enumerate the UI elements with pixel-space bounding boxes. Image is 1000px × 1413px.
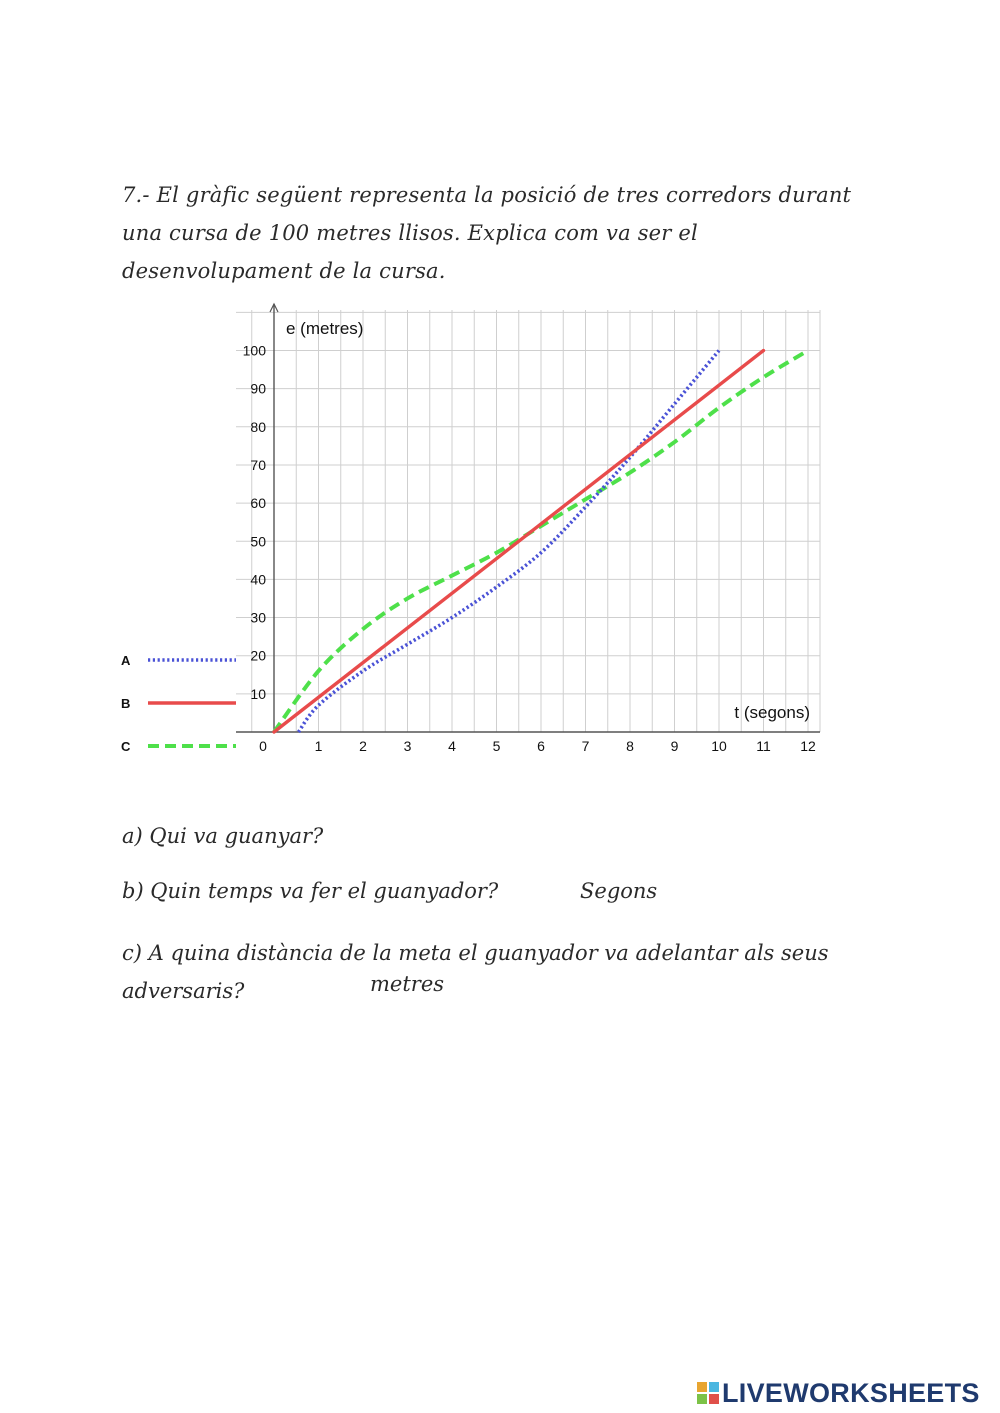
question-a: a) Qui va guanyar? [122,824,324,848]
legend-label-c: C [121,739,131,754]
x-tick-label: 1 [314,738,323,754]
y-tick-label: 20 [250,647,266,664]
x-tick-label: 2 [359,738,367,754]
y-tick-label: 50 [250,533,266,550]
y-axis-title: e (metres) [286,319,364,338]
x-tick-label: 4 [448,738,456,754]
x-tick-label: 11 [756,738,771,754]
legend-label-b: B [121,696,131,711]
question-c: c) A quina distància de la meta el guanyador va adelantar als seus adversaris? [122,941,829,1003]
y-tick-label: 70 [250,456,266,473]
y-tick-label: 60 [250,495,266,512]
x-tick-label: 7 [581,738,590,754]
y-tick-label: 10 [250,685,266,702]
answer-b-unit: Segons [580,879,658,903]
x-tick-label: 9 [670,738,679,754]
x-tick-label: 6 [537,738,545,754]
answer-c-unit: metres [370,972,445,996]
y-tick-label: 100 [242,342,266,359]
question-b: b) Quin temps va fer el guanyador? [122,879,499,903]
x-tick-label: 0 [259,738,267,754]
y-tick-label: 80 [250,418,266,435]
x-tick-label: 12 [800,738,816,754]
x-tick-label: 5 [492,738,501,754]
x-tick-label: 8 [626,738,634,754]
legend-label-a: A [121,653,131,668]
question-text: 7.- El gràfic següent representa la posició de tres corredors durant una cursa de 100 metres llisos. Explica com va ser el desenvolupament de la cursa. [122,183,852,283]
liveworksheets-icon [697,1382,719,1404]
y-tick-label: 30 [250,609,266,626]
brand-name: LIVEWORKSHEETS [722,1377,980,1408]
brand-logo [697,1376,980,1410]
y-tick-label: 90 [250,380,266,397]
x-axis-title: t (segons) [734,703,810,722]
x-tick-label: 10 [711,738,727,754]
y-tick-label: 40 [250,571,266,588]
x-tick-label: 3 [403,738,412,754]
